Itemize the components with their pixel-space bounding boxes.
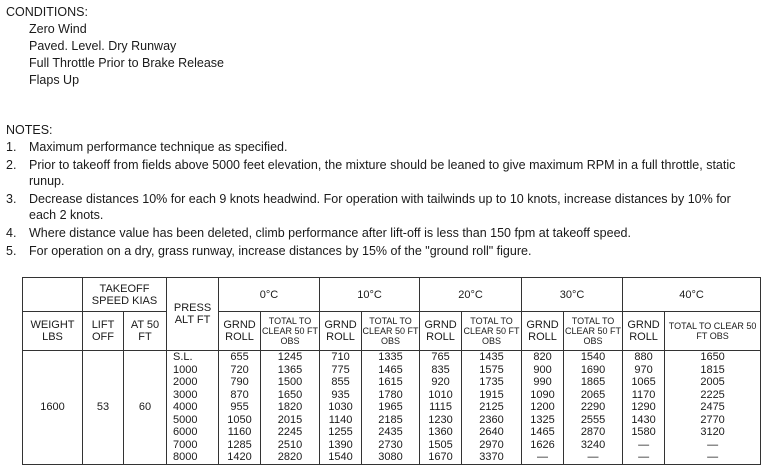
note-item [6,225,758,241]
total-cell-4 [665,351,761,465]
lift-off-header: LIFT OFF [83,312,124,351]
grnd-roll-value: 655 [230,351,249,363]
condition-item: Zero Wind [29,22,87,36]
total-cell-3 [564,351,623,465]
press-alt-value: 2000 [173,376,198,388]
takeoff-speed-header: TAKEOFF SPEED KIAS [83,278,167,312]
conditions-heading: CONDITIONS: [6,5,88,19]
total-distance-value: 2185 [378,413,403,426]
grnd-roll-value: 720 [230,363,249,376]
total-list [462,351,521,464]
total-distance-value: 1575 [479,363,504,376]
note-text: Maximum performance technique as specified. [29,140,288,154]
grnd-cell-3 [522,351,564,465]
grnd-roll-value: 1285 [227,438,252,451]
note-item [6,157,758,189]
grnd-roll-value: 1200 [530,401,555,413]
total-distance-value: 2360 [479,413,504,426]
notes-heading: NOTES: [6,123,53,137]
at-50ft-cell: 60 [124,351,167,465]
grnd-roll-value: 1010 [428,388,453,401]
grnd-roll-value: 835 [431,363,450,376]
total-distance-value: 2225 [700,388,725,401]
total-distance-value: 2005 [700,376,725,388]
press-alt-value: S.L. [173,351,193,363]
grnd-roll-value: 1115 [429,401,452,413]
note-number: 4. [6,226,17,240]
grnd-roll-value: 900 [533,363,552,376]
grnd-roll-value: 1670 [428,451,453,463]
grnd-roll-value: 935 [331,388,350,401]
total-list [261,351,319,464]
temp-header-40c: 40°C [623,278,761,312]
total-distance-value: 1245 [277,351,303,363]
total-distance-value: 1335 [378,351,403,363]
note-item [6,243,758,259]
total-distance-value: 2290 [580,401,606,413]
total-header: TOTAL TO CLEAR 50 FT OBS [261,312,320,351]
total-distance-value: 1435 [479,351,504,363]
grnd-roll-value: 1325 [530,413,555,426]
table-data-row [23,351,761,465]
total-distance-value: 1815 [700,363,725,376]
total-cell-2 [462,351,522,465]
grnd-list [522,351,563,464]
grnd-roll-value: 1540 [328,451,353,463]
grnd-roll-value: 1050 [227,413,252,426]
total-distance-value: 2245 [277,426,303,438]
grnd-roll-value: 710 [331,351,350,363]
total-distance-value: 2970 [479,438,504,451]
grnd-roll-value: 1290 [631,401,656,413]
total-distance-value: 2870 [580,426,606,438]
grnd-roll-value: 920 [431,376,450,388]
total-distance-value: 2435 [378,426,403,438]
total-distance-value: 1465 [378,363,403,376]
total-distance-value: 1690 [580,363,606,376]
grnd-roll-header: GRND ROLL [623,312,665,351]
total-distance-value: 2015 [277,413,303,426]
total-distance-value: 1500 [277,376,303,388]
weight-header: WEIGHT LBS [23,312,83,351]
at-50ft-header: AT 50 FT [124,312,167,351]
grnd-roll-value: 790 [230,376,249,388]
temp-header-20c: 20°C [420,278,522,312]
grnd-roll-value: 955 [230,401,249,413]
total-header: TOTAL TO CLEAR 50 FT OBS [665,312,761,351]
total-distance-value: — [707,451,719,463]
note-number: 5. [6,244,17,258]
press-alt-value: 7000 [173,438,198,451]
total-list [665,351,760,464]
total-distance-value: 1965 [378,401,403,413]
total-list [362,351,419,464]
condition-item: Full Throttle Prior to Brake Release [29,56,224,70]
total-distance-value: 2125 [479,401,504,413]
grnd-roll-header: GRND ROLL [219,312,261,351]
total-cell-1 [362,351,420,465]
total-distance-value: 2555 [580,413,606,426]
grnd-roll-value: 1465 [530,426,555,438]
table-header-row [23,278,761,312]
grnd-roll-value: 765 [431,351,450,363]
grnd-roll-value: — [537,451,549,463]
press-alt-value: 8000 [173,451,198,463]
note-item [6,139,758,155]
grnd-cell-1 [320,351,362,465]
total-distance-value: 3370 [479,451,504,463]
total-distance-value: — [587,451,599,463]
total-distance-value: — [707,438,719,451]
grnd-cell-0 [219,351,261,465]
grnd-roll-value: 1065 [631,376,656,388]
press-alt-value: 3000 [173,388,198,401]
grnd-roll-value: 1390 [328,438,353,451]
grnd-cell-4 [623,351,665,465]
note-number: 1. [6,140,17,154]
grnd-roll-value: 1160 [227,426,252,438]
grnd-list [219,351,260,464]
total-distance-value: 3080 [378,451,403,463]
grnd-list [623,351,664,464]
total-distance-value: 2770 [700,413,725,426]
note-item [6,191,758,223]
grnd-roll-value: 1505 [428,438,453,451]
total-cell-0 [261,351,320,465]
total-distance-value: 2640 [479,426,504,438]
press-alt-value: 6000 [173,426,198,438]
note-number: 2. [6,158,17,172]
total-distance-value: 3240 [580,438,606,451]
grnd-list [420,351,461,464]
total-distance-value: 1915 [479,388,504,401]
condition-item: Paved. Level. Dry Runway [29,39,177,53]
weight-cell: 1600 [23,351,83,465]
grnd-roll-value: 1170 [631,388,656,401]
grnd-roll-value: 1626 [530,438,555,451]
press-alt-value: 5000 [173,413,198,426]
grnd-roll-value: 1030 [328,401,353,413]
total-distance-value: 1735 [479,376,504,388]
total-header: TOTAL TO CLEAR 50 FT OBS [564,312,623,351]
total-distance-value: 2820 [277,451,303,463]
condition-item: Flaps Up [29,73,80,87]
total-list [564,351,622,464]
total-header: TOTAL TO CLEAR 50 FT OBS [462,312,522,351]
grnd-roll-value: 820 [533,351,552,363]
total-distance-value: 1365 [277,363,303,376]
table-subheader-row [23,312,761,351]
total-distance-value: 1865 [580,376,606,388]
grnd-roll-value: 855 [331,376,350,388]
total-distance-value: 2730 [378,438,403,451]
takeoff-distance-table [22,277,761,465]
press-alt-cell [167,351,219,465]
note-text: For operation on a dry, grass runway, increase distances by 15% of the "ground roll" figure. [29,244,532,258]
temp-header-30c: 30°C [522,278,623,312]
grnd-roll-value: — [638,438,650,451]
total-distance-value: 3120 [700,426,725,438]
grnd-roll-value: 775 [331,363,350,376]
grnd-roll-header: GRND ROLL [522,312,564,351]
grnd-roll-value: 990 [533,376,552,388]
press-alt-value: 4000 [173,401,198,413]
table-corner-cell [23,278,83,312]
total-distance-value: 1650 [700,351,725,363]
temp-header-10c: 10°C [320,278,420,312]
note-text: Decrease distances 10% for each 9 knots headwind. For operation with tailwinds up to 10 knots, increase distances by 10% for each 2 knots. [29,192,731,222]
note-text: Where distance value has been deleted, climb performance after lift-off is less than 150 fpm at takeoff speed. [29,226,631,240]
press-alt-list [167,351,218,464]
grnd-roll-value: 1255 [328,426,353,438]
total-distance-value: 1820 [277,401,303,413]
grnd-roll-header: GRND ROLL [320,312,362,351]
total-distance-value: 1615 [378,376,403,388]
grnd-roll-value: 880 [634,351,653,363]
grnd-roll-value: 1360 [428,426,453,438]
note-number: 3. [6,192,17,206]
note-text: Prior to takeoff from fields above 5000 feet elevation, the mixture should be leaned to give maximum RPM in a full throttle, static runup. [29,158,736,188]
lift-off-cell: 53 [83,351,124,465]
grnd-roll-value: 1420 [227,451,252,463]
grnd-roll-value: 1230 [428,413,453,426]
grnd-roll-value: 970 [634,363,653,376]
grnd-roll-value: 1430 [631,413,656,426]
grnd-roll-value: 1580 [631,426,656,438]
grnd-roll-value: 1140 [328,413,353,426]
grnd-roll-header: GRND ROLL [420,312,462,351]
notes-section [6,122,758,259]
total-distance-value: 1540 [580,351,606,363]
total-distance-value: 2510 [277,438,303,451]
conditions-section [6,4,224,89]
total-distance-value: 2475 [700,401,725,413]
press-alt-value: 1000 [173,363,198,376]
total-distance-value: 1650 [277,388,303,401]
total-header: TOTAL TO CLEAR 50 FT OBS [362,312,420,351]
total-distance-value: 1780 [378,388,403,401]
grnd-list [320,351,361,464]
grnd-roll-value: 870 [230,388,249,401]
grnd-cell-2 [420,351,462,465]
grnd-roll-value: — [638,451,650,463]
grnd-roll-value: 1090 [530,388,555,401]
total-distance-value: 2065 [580,388,606,401]
temp-header-0c: 0°C [219,278,320,312]
press-alt-header: PRESS ALT FT [167,278,219,351]
